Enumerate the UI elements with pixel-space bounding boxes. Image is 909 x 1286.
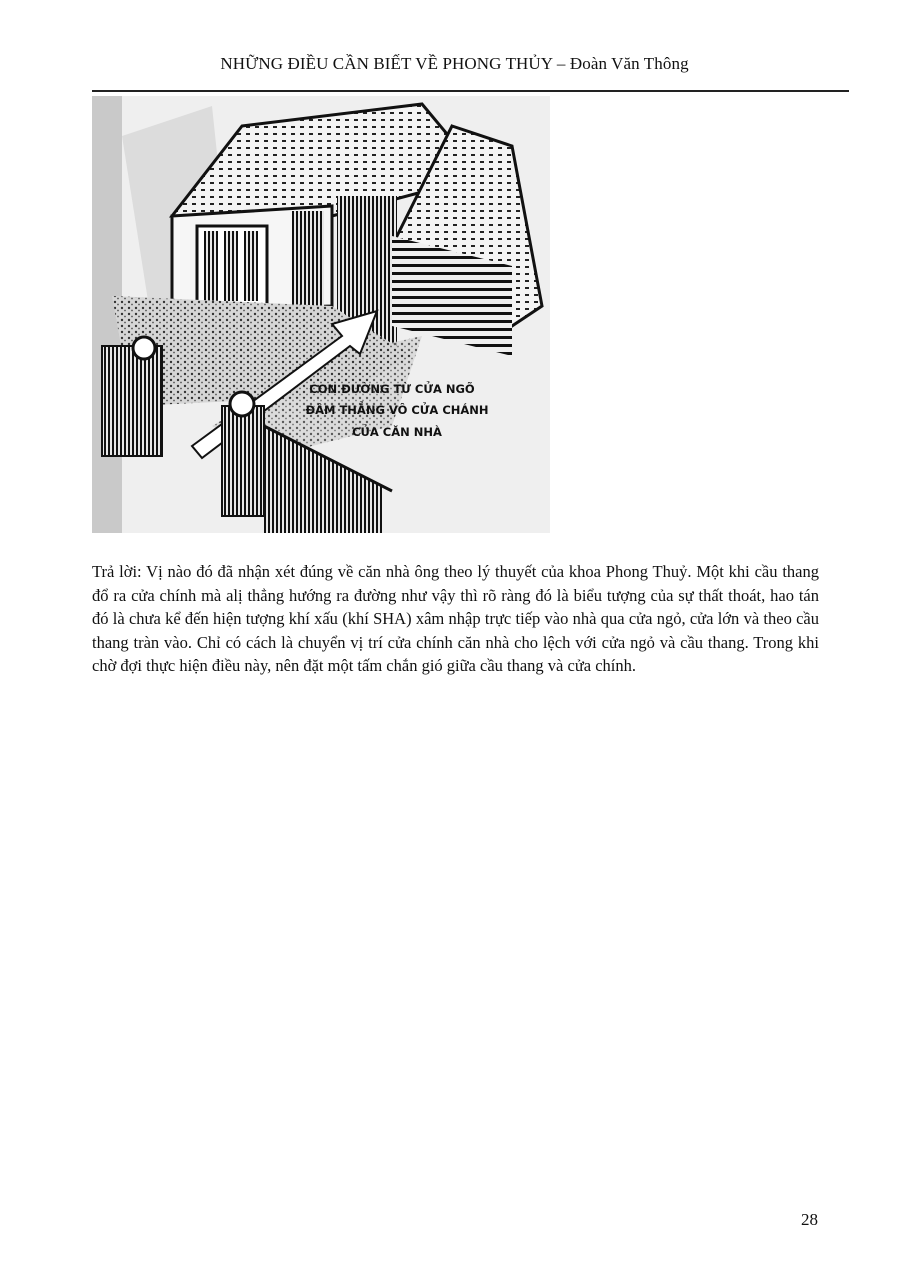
answer-paragraph: Trả lời: Vị nào đó đã nhận xét đúng về căn nhà ông theo lý thuyết của khoa Phong Thuỷ. Một khi cầu thang đổ ra cửa chính mà alị thẳng hướng ra đường như vậy thì rõ ràng đó là biểu tượng của sự thất thoát, hao tán đó là chưa kể đến hiện tượng khí xấu (khí SHA) xâm nhập trực tiếp vào nhà qua cửa ngỏ, cửa lớn và theo cầu thang tràn vào. Chỉ có cách là chuyển vị trí cửa chính căn nhà cho lệch với cửa ngỏ và cầu thang. Trong khi chờ đợi thực hiện điều này, nên đặt một tấm chắn gió giữa cầu thang và cửa chính. <box>92 562 819 675</box>
header-rule <box>92 90 849 92</box>
feng-shui-illustration <box>92 96 550 533</box>
page-number: 28 <box>801 1210 818 1229</box>
running-header: NHỮNG ĐIỀU CẦN BIẾT VỀ PHONG THỦY – Đoàn Văn Thông <box>220 54 689 73</box>
figure-caption-line-2: ĐÂM THẲNG VÔ CỬA CHÁNH <box>305 403 489 417</box>
house-gate-drawing <box>92 96 550 533</box>
figure-caption-line-1: CON ĐƯỜNG TỪ CỬA NGÕ <box>309 382 475 396</box>
figure-caption-line-3: CỦA CĂN NHÀ <box>352 425 442 439</box>
